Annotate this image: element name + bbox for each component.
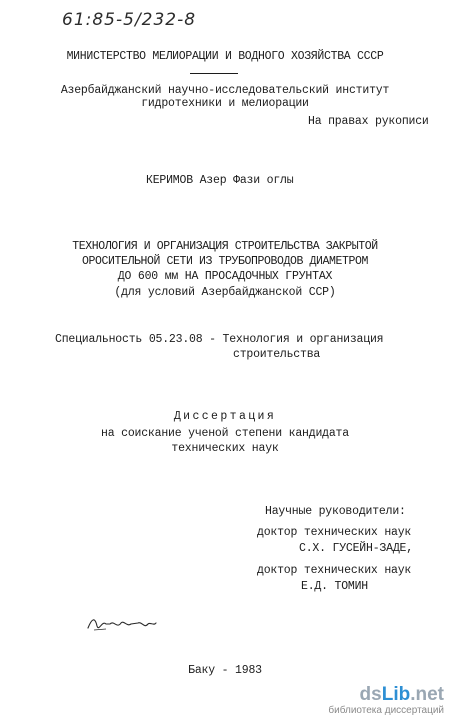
dslib-watermark [328,685,444,717]
logo-part-ds: ds [359,684,382,705]
ministry-heading: МИНИСТЕРСТВО МЕЛИОРАЦИИ И ВОДНОГО ХОЗЯЙСТВА СССР [66,50,384,63]
title-line-3: ДО 600 мм НА ПРОСАДОЧНЫХ ГРУНТАХ [117,270,333,283]
degree-line-2: технических наук [171,442,279,455]
specialty-line-2: строительства [233,348,321,361]
institute-line-2: гидротехники и мелиорации [141,97,309,110]
dslib-logo [328,685,444,705]
watermark-caption: библиотека диссертаций [328,705,444,716]
institute-line-1: Азербайджанский научно-исследовательский институт [60,84,390,97]
supervisor-2-name: Е.Д. ТОМИН [301,580,369,593]
archive-code-handwritten: 61:85-5/232-8 [62,10,197,30]
divider-line [190,73,238,74]
dissertation-heading: Диссертация [173,410,277,423]
title-line-2: ОРОСИТЕЛЬНОЙ СЕТИ ИЗ ТРУБОПРОВОДОВ ДИАМЕТРОМ [81,255,369,268]
rights-notice: На правах рукописи [308,115,429,128]
degree-line-1: на соискание ученой степени кандидата [101,427,349,440]
city-year: Баку - 1983 [188,664,262,677]
supervisor-2-degree: доктор технических наук [257,564,412,577]
author-name: КЕРИМОВ Азер Фази оглы [146,174,294,187]
logo-part-lib: Lib [381,684,411,705]
title-line-4: (для условий Азербайджанской ССР) [114,286,336,299]
supervisors-heading: Научные руководители: [265,505,406,518]
author-signature [86,614,158,636]
logo-part-net: .net [410,684,444,705]
title-line-1: ТЕХНОЛОГИЯ И ОРГАНИЗАЦИЯ СТРОИТЕЛЬСТВА ЗАКРЫТОЙ [72,240,378,253]
supervisor-1-degree: доктор технических наук [257,526,412,539]
specialty-line-1: Специальность 05.23.08 - Технология и организация [55,333,384,346]
supervisor-1-name: С.Х. ГУСЕЙН-ЗАДЕ, [299,542,413,555]
